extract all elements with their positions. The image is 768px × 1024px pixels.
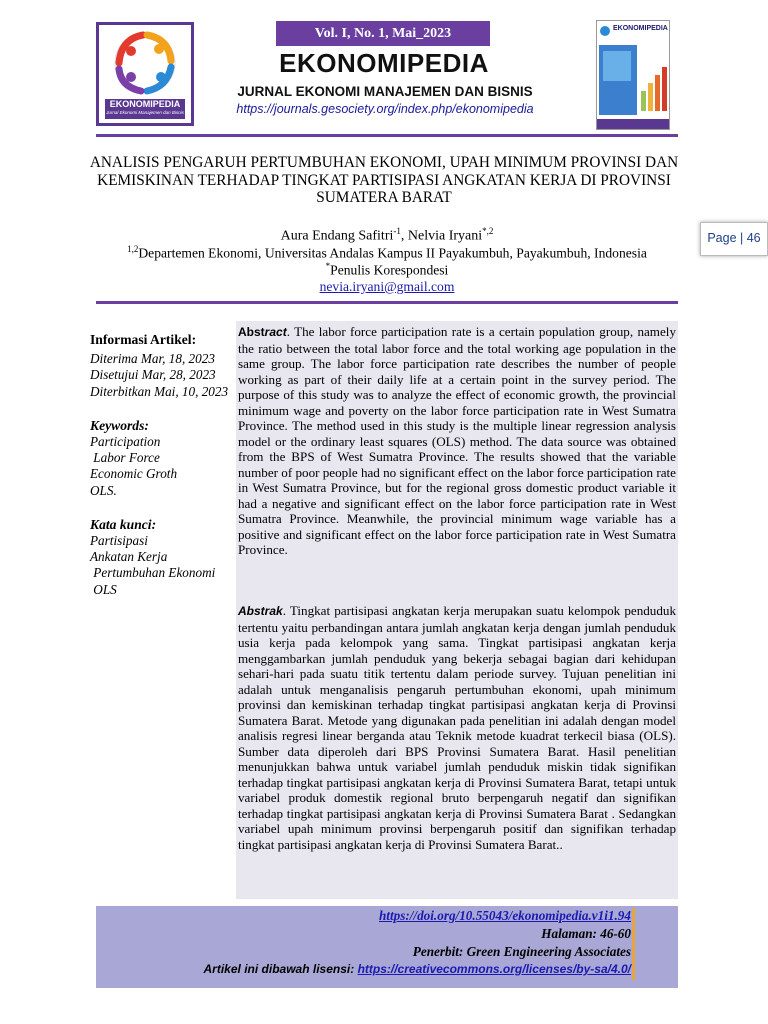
license-label: Artikel ini dibawah lisensi: bbox=[203, 962, 358, 976]
footer-accent-bar bbox=[632, 908, 635, 980]
keyword-item: Labor Force bbox=[90, 450, 160, 466]
kata-kunci-item: Ankatan Kerja bbox=[90, 549, 168, 565]
author-1-sup: -1 bbox=[393, 226, 401, 236]
author-2-sup: *,2 bbox=[482, 226, 494, 236]
affiliation-text: Departemen Ekonomi, Universitas Andalas Kampus II Payakumbuh, Payakumbuh, Indonesia bbox=[138, 245, 647, 261]
page-range: Halaman: 46-60 bbox=[541, 926, 631, 941]
author-separator: , bbox=[400, 228, 408, 244]
correspondent-line bbox=[96, 261, 678, 279]
logo-subtext: Jurnal Ekonomi Manajemen dan Bisnis bbox=[106, 110, 184, 115]
doi-link[interactable]: https://doi.org/10.55043/ekonomipedia.v1i1.94 bbox=[378, 908, 631, 923]
abstract-en-text: . The labor force participation rate is a certain population group, namely the ratio between the total labor force and the total working age population in the same group. The labor force participation rate describes the number of people working as part of their daily life at a certain point in the survey period. The purpose of this study was to analyze the effect of economic growth, the provincial minimum wage and poverty on the labor force participation rate in West Sumatra Province. The method used in this study is the multiple linear regression analysis model or the ordinary least squares (OLS) method. The data source was obtained from the BPS of West Sumatra Province. The results showed that the variable number of poor people had no significant effect on the labor force participation rate in West Sumatra Province, but for the regional gross domestic product variable it had a negative and significant effect on the labor force participation rate in West Sumatra Province. Meanwhile, the provincial minimum wage variable has a positive and significant effect on the labor force participation rate in West Sumatra Province. bbox=[238, 324, 676, 557]
license-line bbox=[204, 962, 631, 976]
page-number-tab: Page | 46 bbox=[700, 222, 768, 256]
volume-badge: Vol. I, No. 1, Mai_2023 bbox=[276, 21, 490, 46]
author-1-name: Aura Endang Safitri bbox=[280, 228, 394, 244]
correspondent-label: Penulis Korespondesi bbox=[330, 262, 449, 278]
journal-cover-thumbnail bbox=[596, 20, 670, 130]
email-link[interactable]: nevia.iryani@gmail.com bbox=[319, 279, 455, 294]
abstract-id-text: . Tingkat partisipasi angkatan kerja merupakan suatu kelompok penduduk tertentu yaitu perbandingan antara jumlah angkatan kerja dengan jumlah penduduk usia kerja pada kelompok yang sama. Tingkat partisipasi angkatan kerja menggambarkan jumlah penduduk yang bekerja sebagai bagian dari kehidupan sehari-hari pada suatu titik tertentu dalam periode survey. Tujuan penelitian ini adalah untuk menganalisis pengaruh pertumbuhan ekonomi, upah minimum provinsi dan kemiskinan terhadap tingkat partisipasi angkatan kerja di Provinsi Sumatera Barat. Metode yang digunakan pada penelitian ini adalah dengan model analisis regresi linear berganda atau Teknik metode kuadrat terkecil biasa (OLS). Sumber data diperoleh dari BPS Provinsi Sumatera Barat. Hasil penelitian menunjukkan bahwa untuk variabel jumlah penduduk miskin tidak signifikan terhadap tingkat partisipasi angkatan kerja di Provinsi Sumatera Barat, tetapi untuk variabel produk domestik regional bruto berpengaruh negatif dan signifikan terhadap tingkat partisipasi angkatan kerja di Provinsi Sumatera Barat . Sedangkan variabel upah minimum provinsi berpengaruh positif dan signifikan terhadap tingkat partisipasi angkatan kerja di Provinsi Sumatera Barat.. bbox=[238, 603, 676, 852]
author-2-name: Nelvia Iryani bbox=[407, 228, 483, 244]
keywords-heading: Keywords: bbox=[90, 417, 149, 433]
abstract-en-label-b: ract bbox=[264, 325, 287, 339]
journal-url-link[interactable]: https://journals.gesociety.org/index.php/ekonomipedia bbox=[236, 102, 534, 116]
journal-logo bbox=[96, 22, 194, 126]
approved-date: Disetujui Mar, 28, 2023 bbox=[90, 367, 216, 383]
kata-kunci-item: OLS bbox=[90, 581, 117, 597]
logo-text: EKONOMIPEDIA bbox=[109, 99, 181, 109]
abstract-en-label-a: Abst bbox=[238, 325, 265, 339]
abstract-id-label: Abstrak bbox=[238, 604, 283, 618]
journal-subtitle: JURNAL EKONOMI MANAJEMEN DAN BISNIS bbox=[237, 84, 533, 99]
publisher: Penerbit: Green Engineering Associates bbox=[412, 944, 631, 959]
kata-kunci-heading: Kata kunci: bbox=[90, 516, 157, 532]
published-date: Diterbitkan Mai, 10, 2023 bbox=[90, 383, 229, 399]
abstract-english bbox=[238, 324, 676, 558]
journal-name: EKONOMIPEDIA bbox=[279, 48, 489, 78]
article-info-sidebar bbox=[90, 332, 232, 598]
affiliation-line bbox=[86, 244, 688, 262]
license-link[interactable]: https://creativecommons.org/licenses/by-sa/4.0/ bbox=[357, 962, 631, 976]
received-date: Diterima Mar, 18, 2023 bbox=[90, 351, 215, 367]
keyword-item: Economic Groth bbox=[90, 466, 178, 482]
kata-kunci-item: Pertumbuhan Ekonomi bbox=[90, 565, 216, 581]
correspondent-sup: * bbox=[325, 261, 331, 271]
affiliation-sup: 1,2 bbox=[127, 244, 139, 254]
abstract-indonesian bbox=[238, 603, 676, 852]
keyword-item: Participation bbox=[90, 434, 161, 450]
title-divider bbox=[96, 301, 678, 304]
cover-title: EKONOMIPEDIA bbox=[613, 25, 668, 32]
cover-art-icon bbox=[597, 21, 669, 129]
keyword-item: OLS. bbox=[90, 482, 117, 498]
author-line bbox=[96, 226, 678, 245]
header-divider bbox=[96, 134, 678, 137]
kata-kunci-item: Partisipasi bbox=[90, 533, 148, 549]
article-title: ANALISIS PENGARUH PERTUMBUHAN EKONOMI, UPAH MINIMUM PROVINSI DAN KEMISKINAN TERHADAP TINGKAT PARTISIPASI ANGKATAN KERJA DI PROVINSI SUMATERA BARAT bbox=[89, 154, 679, 206]
info-heading: Informasi Artikel: bbox=[90, 332, 197, 347]
